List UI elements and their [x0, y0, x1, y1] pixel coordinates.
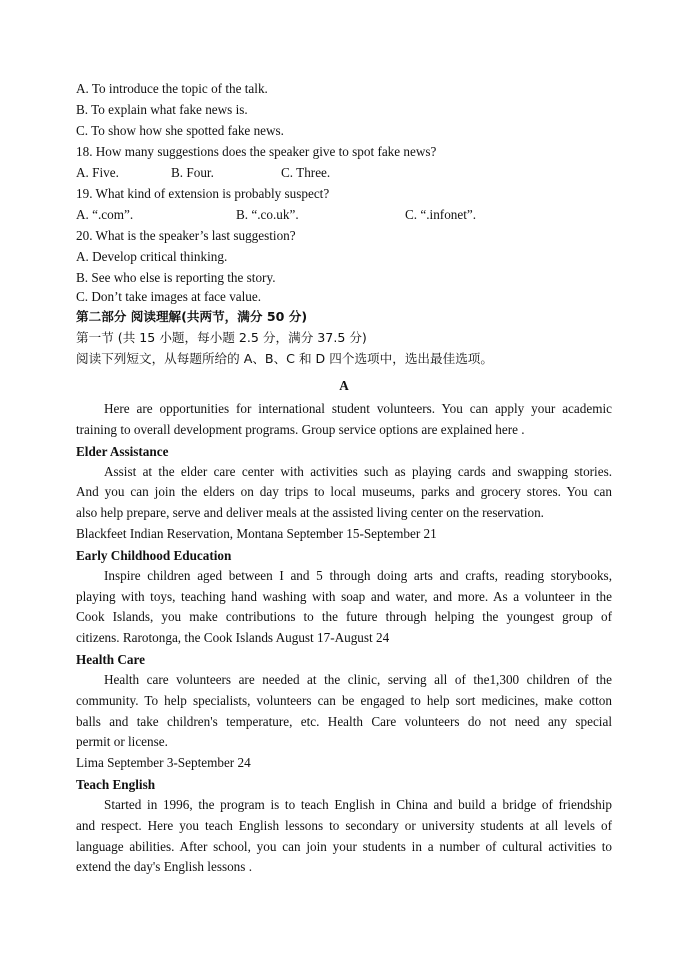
text-line: language abilities. After school, you can join your students in a number of cultural activities to: [76, 838, 612, 854]
q18-option-c: C. Three.: [281, 165, 331, 180]
text-line: permit or license.: [76, 734, 168, 750]
text-line: community. To help specialists, volunteers can be engaged to help sort medicines, make cotton: [76, 692, 612, 708]
q17-option-b: B. To explain what fake news is.: [76, 102, 248, 117]
q18-option-a: A. Five.: [76, 165, 119, 180]
text-line: citizens. Rarotonga, the Cook Islands August 17-August 24: [76, 630, 390, 646]
q20-option-a: A. Develop critical thinking.: [76, 249, 228, 264]
q17-option-a: A. To introduce the topic of the talk.: [76, 81, 268, 96]
text-line: Here are opportunities for international student volunteers. You can apply your academic: [104, 401, 612, 416]
text-line: and respect. Here you teach English lessons to secondary or university students at all levels of: [76, 817, 612, 833]
section-heading-teach-english: Teach English: [76, 776, 156, 792]
q19-option-c: C. “.infonet”.: [405, 207, 477, 222]
early-childhood-paragraph: [76, 566, 612, 649]
q19-option-b: B. “.co.uk”.: [236, 207, 299, 222]
q19-option-a: A. “.com”.: [76, 207, 134, 222]
exam-page-content: [76, 78, 612, 878]
instructions: 阅读下列短文，从每题所给的 A、B、C 和 D 四个选项中，选出最佳选项。: [76, 351, 493, 366]
text-line: Health care volunteers are needed at the clinic, serving all of the1,300 children of the: [104, 671, 612, 687]
text-line: And you can join the elders on day trips to local museums, parks and grocery stores. You can: [76, 484, 612, 500]
q18-stem: 18. How many suggestions does the speaker give to spot fake news?: [76, 144, 437, 159]
section-heading-early-childhood: Early Childhood Education: [76, 547, 232, 563]
text-line: playing with toys, teaching hand washing with soap and water, and more. As a volunteer in the: [76, 588, 612, 604]
q18-options: [76, 162, 612, 183]
health-care-paragraph: [76, 670, 612, 774]
subsection-title: 第一节 (共 15 小题，每小题 2.5 分，满分 37.5 分): [76, 330, 367, 345]
q20-option-c: C. Don’t take images at face value.: [76, 289, 262, 304]
q18-option-b: B. Four.: [171, 165, 214, 180]
text-line: Inspire children aged between I and 5 through doing arts and crafts, reading storybooks,: [104, 567, 612, 583]
q17-option-c: C. To show how she spotted fake news.: [76, 123, 284, 138]
text-line: Cook Islands, you make contributions to the future through helping the youngest group of: [76, 609, 612, 625]
text-line: balls and take children's temperature, etc. Health Care volunteers do not need any special: [76, 713, 612, 729]
section-heading-elder: Elder Assistance: [76, 443, 169, 459]
text-line: extend the day's English lessons .: [76, 859, 252, 875]
q19-options: [76, 204, 612, 225]
text-line: training to overall development programs. Group service options are explained here .: [76, 421, 525, 437]
q20-option-b: B. See who else is reporting the story.: [76, 270, 276, 285]
text-line: Assist at the elder care center with activities such as playing cards and swapping stories.: [104, 463, 612, 479]
text-line: Blackfeet Indian Reservation, Montana September 15-September 21: [76, 525, 437, 541]
passage-intro: [76, 399, 612, 441]
text-line: also help prepare, serve and deliver meals at the assisted living center on the reservation.: [76, 505, 544, 521]
passage-letter: A: [339, 378, 349, 393]
q19-stem: 19. What kind of extension is probably suspect?: [76, 186, 330, 201]
section-heading-health-care: Health Care: [76, 651, 145, 667]
text-line: Lima September 3-September 24: [76, 755, 251, 771]
part-two-title: 第二部分 阅读理解(共两节，满分 50 分): [76, 309, 308, 324]
text-line: Started in 1996, the program is to teach English in China and build a bridge of friendship: [104, 796, 612, 812]
elder-paragraph: [76, 462, 612, 545]
q20-stem: 20. What is the speaker’s last suggestion?: [76, 228, 296, 243]
teach-english-paragraph: [76, 795, 612, 878]
